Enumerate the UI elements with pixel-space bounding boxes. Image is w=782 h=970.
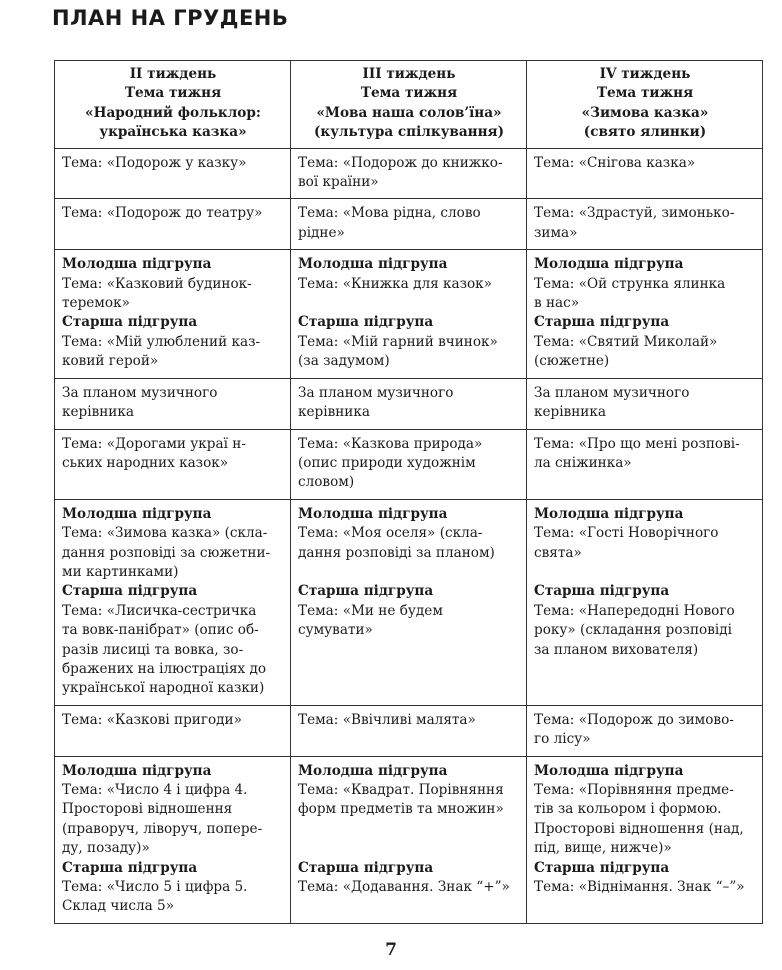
cell-line: зима» [534,224,578,241]
header-line: українська казка» [99,124,247,141]
header-line: (свято ялинки) [583,124,707,141]
subgroup-heading: Старша підгрупа [62,859,198,876]
table-cell [55,705,291,756]
cell-spacer [534,563,756,582]
cell-line: Тема: «Казкова природа» [298,435,483,452]
cell-line: (сюжетне) [534,353,610,370]
cell-line: Тема: «Гості Новорічного [534,525,719,542]
cell-spacer [298,563,520,582]
cell-line: Тема: «Подорож до книжко- [298,154,503,171]
cell-line: За планом музичного [62,384,218,401]
cell-line: дання розповіді за сюжетни- [62,544,271,561]
table-row [55,705,763,756]
cell-spacer [298,294,520,313]
cell-line: Тема: «Ой струнка ялинка [534,275,726,292]
subgroup-heading: Старша підгрупа [62,583,198,600]
table-cell [291,199,527,250]
cell-line: за планом вихователя) [534,641,699,658]
cell-line: За планом музичного [534,384,690,401]
table-cell [291,429,527,499]
cell-line: ми картинками) [62,563,179,580]
cell-line: свята» [534,544,582,561]
cell-line: (за задумом) [298,353,390,370]
table-cell [291,148,527,199]
cell-line: Тема: «Лисичка-сестричка [62,602,257,619]
table-cell [527,756,763,923]
cell-line: Тема: «Число 5 і цифра 5. [62,879,248,896]
table-cell [55,199,291,250]
table-row [55,499,763,705]
cell-spacer [298,839,520,858]
cell-line: дання розповіді за планом) [298,544,495,561]
table-cell [55,756,291,923]
cell-line: Тема: «Зимова казка» (скла- [62,525,268,542]
column-header [291,61,527,149]
cell-line: Тема: «Казковий будинок- [62,275,252,292]
subgroup-heading: Старша підгрупа [298,583,434,600]
table-cell [55,148,291,199]
header-line: Тема тижня [124,85,222,102]
page-number: 7 [385,940,397,960]
table-header-row [55,61,763,149]
cell-line: Тема: «Дорогами украї н- [62,435,246,452]
cell-line: Тема: «Ми не будем [298,602,443,619]
table-cell [527,378,763,429]
table-cell [527,499,763,705]
cell-line: Тема: «Книжка для казок» [298,275,492,292]
cell-line: року» (складання розповіді [534,622,732,639]
table-cell [527,148,763,199]
subgroup-heading: Молодша підгрупа [62,762,212,779]
table-cell [291,705,527,756]
cell-line: рідне» [298,224,345,241]
subgroup-heading: Молодша підгрупа [534,256,684,273]
table-cell [291,250,527,378]
column-header [55,61,291,149]
cell-line: Склад числа 5» [62,898,175,915]
table-cell [527,199,763,250]
cell-line: Тема: «Порівняння предме- [534,782,734,798]
cell-line: Тема: «Мій гарний вчинок» [298,333,498,350]
plan-table [54,60,763,924]
cell-line: форм предметів та множин» [298,801,504,818]
cell-line: та вовк-панібрат» (опис об- [62,622,259,639]
cell-line: го лісу» [534,731,591,748]
cell-line: керівника [62,404,134,421]
cell-line: керівника [534,404,606,421]
subgroup-heading: Молодша підгрупа [534,505,684,522]
table-row [55,378,763,429]
cell-line: бражених на ілюстраціях до [62,660,267,677]
cell-line: української народної казки) [62,680,265,697]
cell-line: сумувати» [298,622,373,639]
cell-line: Просторові відношення (над, [534,820,744,837]
subgroup-heading: Молодша підгрупа [534,762,684,779]
subgroup-heading: Старша підгрупа [534,314,670,331]
cell-line: ських народних казок» [62,454,229,471]
table-row [55,199,763,250]
cell-line: Тема: «Напередодні Нового [534,602,735,619]
header-line: Тема тижня [360,85,458,102]
table-cell [527,250,763,378]
cell-line: За планом музичного [298,384,454,401]
cell-line: Тема: «Подорож до зимово- [534,711,734,728]
cell-line: Тема: «Святий Миколай» [534,333,718,350]
cell-line: під, вище, нижче)» [534,840,672,857]
cell-line: Тема: «Подорож у казку» [62,154,247,171]
cell-line: в нас» [534,295,580,312]
table-cell [291,756,527,923]
cell-line: Тема: «Мова рідна, слово [298,205,481,222]
header-line: Тема тижня [596,85,694,102]
page-title: ПЛАН НА ГРУДЕНЬ [52,6,289,30]
cell-line: теремок» [62,295,130,312]
cell-line: Тема: «Подорож до театру» [62,205,263,222]
subgroup-heading: Старша підгрупа [534,859,670,876]
cell-line: тів за кольором і формою. [534,801,722,818]
cell-line: Тема: «Додавання. Знак “+”» [298,879,510,895]
cell-line: вої країни» [298,174,379,191]
cell-line: Тема: «Снігова казка» [534,154,696,171]
cell-line: Тема: «Моя оселя» (скла- [298,525,483,542]
subgroup-heading: Молодша підгрупа [298,505,448,522]
subgroup-heading: Старша підгрупа [62,314,198,331]
header-line: «Зимова казка» [581,104,709,121]
cell-line: Тема: «Мій улюблений каз- [62,333,261,350]
subgroup-heading: Старша підгрупа [298,859,434,876]
table-cell [291,378,527,429]
subgroup-heading: Старша підгрупа [298,314,434,331]
table-cell [291,499,527,705]
cell-line: Тема: «Ввічливі малята» [298,711,476,728]
cell-spacer [298,820,520,839]
cell-line: ла сніжинка» [534,454,632,471]
cell-line: Просторові відношення [62,801,233,818]
header-line: ІІ тиждень [129,66,217,82]
subgroup-heading: Молодша підгрупа [62,256,212,273]
cell-line: (праворуч, ліворуч, попере- [62,820,263,837]
cell-line: Тема: «Число 4 і цифра 4. [62,782,248,798]
header-line: «Народний фольклор: [85,104,261,121]
cell-line: разів лисиці та вовка, зо- [62,641,244,658]
cell-line: Тема: «Про що мені розпові- [534,435,740,452]
table-cell [527,429,763,499]
table-row [55,250,763,378]
cell-line: Тема: «Здрастуй, зимонько- [534,205,735,222]
cell-line: Тема: «Казкові пригоди» [62,711,242,728]
header-line: ІV тиждень [599,66,691,82]
cell-line: Тема: «Віднімання. Знак “–”» [534,879,745,896]
subgroup-heading: Молодша підгрупа [62,505,212,522]
header-line: «Мова наша солов’їна» [316,104,502,121]
table-cell [55,499,291,705]
table-row [55,756,763,923]
table-cell [55,250,291,378]
table-row [55,148,763,199]
table-cell [55,378,291,429]
subgroup-heading: Старша підгрупа [534,583,670,600]
subgroup-heading: Молодша підгрупа [298,256,448,273]
table-cell [527,705,763,756]
cell-line: керівника [298,404,370,421]
cell-line: словом) [298,474,355,491]
header-line: (культура спілкування) [313,124,505,141]
header-line: ІІІ тиждень [362,66,456,82]
table-row [55,429,763,499]
subgroup-heading: Молодша підгрупа [298,762,448,779]
table-cell [55,429,291,499]
column-header [527,61,763,149]
cell-line: Тема: «Квадрат. Порівняння [298,782,504,798]
cell-line: ду, позаду)» [62,840,150,857]
cell-line: (опис природи художнім [298,454,476,471]
cell-line: ковий герой» [62,353,159,370]
